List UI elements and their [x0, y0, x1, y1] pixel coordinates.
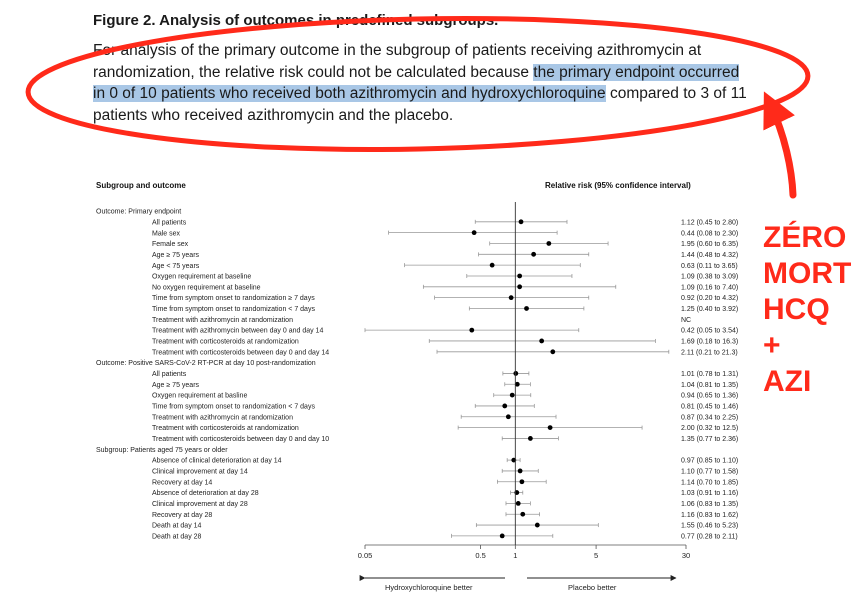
ci-text: 0.92 (0.20 to 4.32) [681, 295, 739, 303]
ci-text: 1.09 (0.38 to 3.09) [681, 273, 739, 281]
point-estimate [528, 436, 533, 441]
point-estimate [539, 339, 544, 344]
row-label: Recovery at day 28 [152, 511, 213, 519]
row-label: All patients [152, 219, 187, 227]
row-label: Treatment with azithromycin between day 0 and day 14 [152, 327, 324, 335]
row-label: Time from symptom onset to randomization ≥ 7 days [152, 295, 315, 303]
point-estimate [524, 306, 529, 311]
ci-text: 0.63 (0.11 to 3.65) [681, 262, 738, 270]
ci-text: 1.01 (0.78 to 1.31) [681, 371, 739, 379]
ci-text: 0.42 (0.05 to 3.54) [681, 327, 739, 335]
point-estimate [520, 479, 525, 484]
point-estimate [531, 252, 536, 257]
row-label: Absence of clinical deterioration at day 14 [152, 457, 282, 465]
ci-text: 0.97 (0.85 to 1.10) [681, 457, 739, 465]
ci-text: 1.95 (0.60 to 6.35) [681, 241, 739, 249]
ci-text: 1.69 (0.18 to 16.3) [681, 338, 739, 346]
row-label: Age ≥ 75 years [152, 381, 200, 389]
figure-title: Figure 2. Analysis of outcomes in predefined subgroups. [93, 12, 499, 29]
point-estimate [469, 328, 474, 333]
row-label: Time from symptom onset to randomization < 7 days [152, 403, 315, 411]
group-label: Outcome: Positive SARS-CoV-2 RT-PCR at day 10 post-randomization [96, 360, 316, 368]
row-label: Death at day 14 [152, 522, 202, 530]
point-estimate [506, 414, 511, 419]
annotation-line-5: AZI [763, 365, 812, 398]
ci-text: 0.81 (0.45 to 1.46) [681, 403, 739, 411]
point-estimate [516, 501, 521, 506]
x-tick-label: 5 [594, 551, 599, 560]
highlighted-text: the primary endpoint occurred in 0 of 10 patients who received both azithromycin and hydroxychloroquine [93, 63, 740, 102]
ci-text: 1.12 (0.45 to 2.80) [681, 219, 739, 227]
row-label: Age ≥ 75 years [152, 251, 200, 259]
row-label: Recovery at day 14 [152, 479, 213, 487]
x-tick-label: 1 [513, 551, 518, 560]
row-label: Treatment with corticosteroids between day 0 and day 14 [152, 349, 330, 357]
annotation-line-2: MORT [763, 257, 852, 290]
row-label: Clinical improvement at day 14 [152, 468, 248, 476]
point-estimate [546, 241, 551, 246]
red-text-annotation [763, 220, 851, 400]
hcq-better-label: Hydroxychloroquine better [385, 583, 473, 592]
row-label: Oxygen requirement at basline [152, 392, 248, 400]
group-label: Subgroup: Patients aged 75 years or older [96, 446, 228, 454]
paragraph-text-2: compared to 3 of 11 patients who received azithromycin and the placebo. [93, 85, 747, 124]
row-label: Treatment with corticosteroids between day 0 and day 10 [152, 436, 330, 444]
row-label: Treatment with corticosteroids at randomization [152, 425, 299, 433]
ci-text: 1.06 (0.83 to 1.35) [681, 501, 739, 509]
row-label: Treatment with corticosteroids at randomization [152, 338, 299, 346]
row-label: Time from symptom onset to randomization < 7 days [152, 306, 315, 314]
point-estimate [517, 274, 522, 279]
ci-text: 0.44 (0.08 to 2.30) [681, 230, 739, 238]
row-label: Treatment with azithromycin at randomization [152, 414, 293, 422]
point-estimate [548, 425, 553, 430]
ci-text: 1.44 (0.48 to 4.32) [681, 251, 739, 259]
row-label: Age < 75 years [152, 262, 200, 270]
point-estimate [510, 393, 515, 398]
x-tick-label: 30 [681, 551, 691, 560]
point-estimate [518, 469, 523, 474]
ci-text: 1.16 (0.83 to 1.62) [681, 511, 739, 519]
row-label: Female sex [152, 241, 189, 249]
ci-text: 1.55 (0.46 to 5.23) [681, 522, 739, 530]
header-relative-risk: Relative risk (95% confidence interval) [545, 181, 691, 190]
ci-text: 1.03 (0.91 to 1.16) [681, 490, 739, 498]
point-estimate [472, 230, 477, 235]
point-estimate [520, 512, 525, 517]
ci-text: 1.35 (0.77 to 2.36) [681, 436, 739, 444]
placebo-better-label: Placebo better [568, 583, 617, 592]
ci-text: 0.77 (0.28 to 2.11) [681, 533, 738, 541]
row-label: Death at day 28 [152, 533, 202, 541]
row-label: Absence of deterioration at day 28 [152, 490, 259, 498]
ci-text: 1.14 (0.70 to 1.85) [681, 479, 739, 487]
ci-text: 2.11 (0.21 to 21.3) [681, 349, 738, 357]
point-estimate [490, 263, 495, 268]
ci-text: 1.04 (0.81 to 1.35) [681, 381, 739, 389]
point-estimate [509, 295, 514, 300]
row-label: Oxygen requirement at baseline [152, 273, 252, 281]
x-tick-label: 0.5 [475, 551, 486, 560]
group-label: Outcome: Primary endpoint [96, 208, 182, 216]
ci-text: 1.09 (0.16 to 7.40) [681, 284, 739, 292]
point-estimate [500, 534, 505, 539]
red-arrow-annotation [770, 104, 793, 195]
x-tick-label: 0.05 [357, 551, 373, 560]
row-label: Clinical improvement at day 28 [152, 501, 248, 509]
ci-text: NC [681, 316, 692, 324]
point-estimate [519, 219, 524, 224]
ci-text: 0.87 (0.34 to 2.25) [681, 414, 739, 422]
ci-text: 2.00 (0.32 to 12.5) [681, 425, 739, 433]
point-estimate [535, 523, 540, 528]
row-label: Treatment with azithromycin at randomization [152, 316, 293, 324]
point-estimate [513, 371, 518, 376]
row-label: No oxygen requirement at baseline [152, 284, 261, 292]
ci-text: 0.94 (0.65 to 1.36) [681, 392, 739, 400]
point-estimate [502, 404, 507, 409]
ci-text: 1.10 (0.77 to 1.58) [681, 468, 739, 476]
row-label: Male sex [152, 230, 181, 238]
point-estimate [550, 349, 555, 354]
row-label: All patients [152, 371, 187, 379]
annotation-line-1: ZÉRO [763, 221, 847, 254]
red-ellipse-annotation [27, 11, 810, 157]
annotation-line-4: + [763, 329, 781, 362]
header-subgroup: Subgroup and outcome [96, 181, 186, 190]
annotation-line-3: HCQ [763, 293, 830, 326]
point-estimate [517, 284, 522, 289]
paragraph-text-1: For analysis of the primary outcome in the subgroup of patients receiving azithromycin at randomization, the relative risk could not be calculated because [93, 42, 702, 81]
ci-text: 1.25 (0.40 to 3.92) [681, 306, 739, 314]
